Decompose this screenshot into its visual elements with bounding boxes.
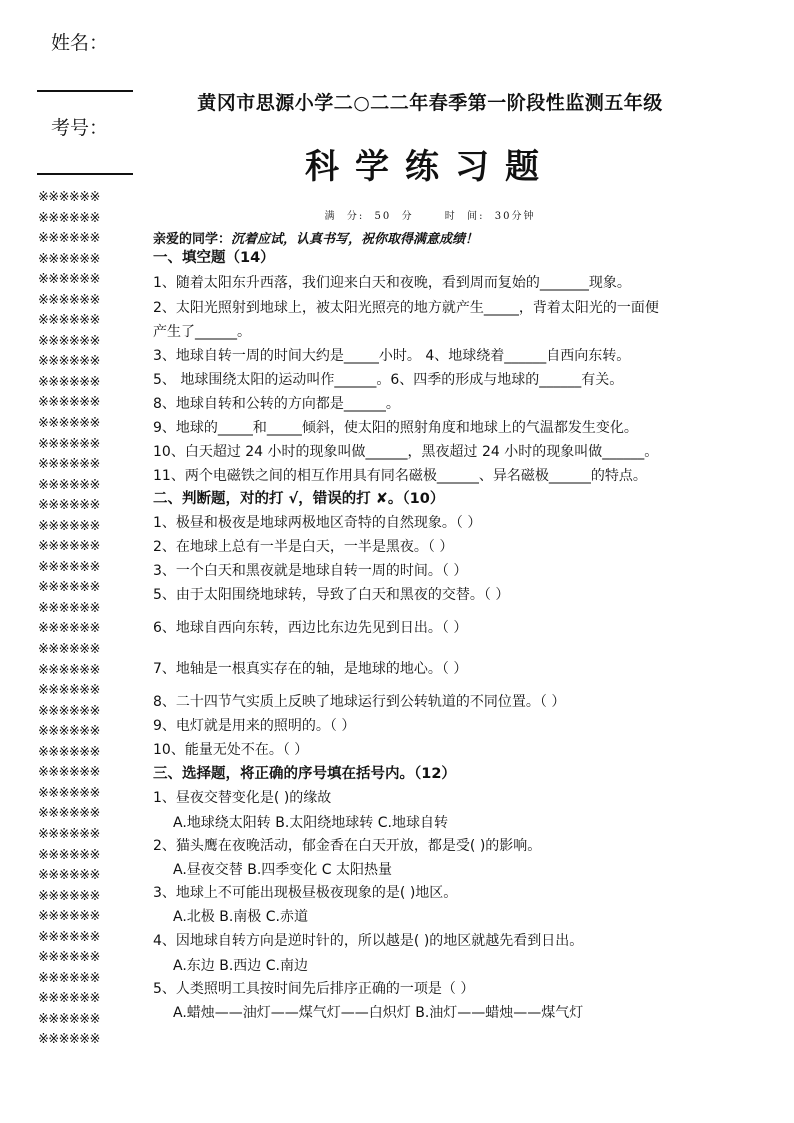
- greeting-salutation: 亲爱的同学：: [153, 232, 232, 247]
- fill-question: 10、白天超过 24 小时的现象叫做______，黑夜超过 24 小时的现象叫做______。: [153, 444, 659, 460]
- choice-options: A.蜡烛——油灯——煤气灯——白炽灯 B.油灯——蜡烛——煤气灯: [173, 1005, 584, 1021]
- choice-question: 1、昼夜交替变化是( )的缘故: [153, 790, 332, 806]
- seal-row: ※※※※※※: [38, 642, 100, 658]
- seal-row: ※※※※※※: [38, 395, 100, 411]
- greeting: [153, 228, 478, 247]
- fill-question: 9、地球的_____和_____倾斜，使太阳的照射角度和地球上的气温都发生变化。: [153, 420, 638, 436]
- seal-row: ※※※※※※: [38, 518, 100, 534]
- seal-row: ※※※※※※: [38, 272, 100, 288]
- judge-question: 9、电灯就是用来的照明的。（ ）: [153, 718, 356, 734]
- choice-options: A.地球绕太阳转 B.太阳绕地球转 C.地球自转: [173, 815, 448, 831]
- seal-row: ※※※※※※: [38, 436, 100, 452]
- fill-question: 8、地球自转和公转的方向都是______。: [153, 396, 400, 412]
- section1-heading: 一、填空题（14）: [153, 250, 275, 266]
- seal-row: ※※※※※※: [38, 190, 100, 205]
- choice-options: A.昼夜交替 B.四季变化 C 太阳热量: [173, 862, 392, 878]
- judge-question: 3、一个白天和黑夜就是地球自转一周的时间。（ ）: [153, 563, 468, 579]
- judge-question: 8、二十四节气实质上反映了地球运行到公转轨道的不同位置。（ ）: [153, 694, 566, 710]
- seal-row: ※※※※※※: [38, 374, 100, 390]
- seal-row: ※※※※※※: [38, 457, 100, 473]
- choice-question: 3、地球上不可能出现极昼极夜现象的是( )地区。: [153, 885, 458, 901]
- seal-row: ※※※※※※: [38, 703, 100, 719]
- seal-row: ※※※※※※: [38, 477, 100, 493]
- seal-row: ※※※※※※: [38, 231, 100, 247]
- section2-heading: 二、判断题，对的打 √，错误的打 ✘。（10）: [153, 491, 445, 507]
- seal-row: ※※※※※※: [38, 826, 100, 842]
- exam-number-underline: [37, 173, 133, 175]
- seal-row: ※※※※※※: [38, 929, 100, 945]
- choice-options: A.东边 B.西边 C.南边: [173, 958, 308, 974]
- fill-question: 3、地球自转一周的时间大约是_____小时。 4、地球绕着______自西向东转。: [153, 348, 631, 364]
- seal-row: ※※※※※※: [38, 765, 100, 781]
- seal-row: ※※※※※※: [38, 806, 100, 822]
- exam-meta: 满 分: 50 分 时 间: 30分钟: [324, 211, 536, 222]
- seal-row: ※※※※※※: [38, 580, 100, 596]
- judge-question: 6、地球自西向东转，西边比东边先见到日出。（ ）: [153, 620, 468, 636]
- seal-row: ※※※※※※: [38, 313, 100, 329]
- seal-row: ※※※※※※: [38, 909, 100, 925]
- greeting-wish: 沉着应试，认真书写，祝你取得满意成绩！: [231, 232, 479, 247]
- fill-question: 产生了______。: [153, 324, 251, 340]
- choice-question: 4、因地球自转方向是逆时针的，所以越是( )的地区就越先看到日出。: [153, 933, 584, 949]
- seal-row: ※※※※※※: [38, 991, 100, 1007]
- choice-question: 2、猫头鹰在夜晚活动，郁金香在白天开放，都是受( )的影响。: [153, 838, 542, 854]
- seal-row: ※※※※※※: [38, 559, 100, 575]
- judge-question: 10、能量无处不在。（ ）: [153, 742, 309, 758]
- seal-row: ※※※※※※: [38, 683, 100, 699]
- seal-row: ※※※※※※: [38, 416, 100, 432]
- choice-question: 5、人类照明工具按时间先后排序正确的一项是（ ）: [153, 981, 475, 997]
- seal-row: ※※※※※※: [38, 333, 100, 349]
- judge-question: 2、在地球上总有一半是白天，一半是黑夜。（ ）: [153, 539, 454, 555]
- seal-row: ※※※※※※: [38, 621, 100, 637]
- seal-row: ※※※※※※: [38, 600, 100, 616]
- seal-row: ※※※※※※: [38, 888, 100, 904]
- seal-line-column: [38, 188, 134, 1051]
- seal-row: ※※※※※※: [38, 1032, 100, 1048]
- seal-row: ※※※※※※: [38, 354, 100, 370]
- seal-row: ※※※※※※: [38, 210, 100, 226]
- judge-question: 5、由于太阳围绕地球转，导致了白天和黑夜的交替。（ ）: [153, 587, 510, 603]
- fill-question: 2、太阳光照射到地球上，被太阳光照亮的地方就产生_____，背着太阳光的一面便: [153, 300, 659, 316]
- seal-row: ※※※※※※: [38, 292, 100, 308]
- fill-question: 11、两个电磁铁之间的相互作用具有同名磁极______、异名磁极______的特点。: [153, 468, 647, 484]
- seal-row: ※※※※※※: [38, 662, 100, 678]
- choice-options: A.北极 B.南极 C.赤道: [173, 909, 308, 925]
- seal-row: ※※※※※※: [38, 498, 100, 514]
- seal-row: ※※※※※※: [38, 1011, 100, 1027]
- exam-title-line2: 科学练习题: [305, 147, 555, 187]
- fill-question: 5、 地球围绕太阳的运动叫作______。6、四季的形成与地球的______有关。: [153, 372, 624, 388]
- seal-row: ※※※※※※: [38, 785, 100, 801]
- seal-row: ※※※※※※: [38, 970, 100, 986]
- seal-row: ※※※※※※: [38, 744, 100, 760]
- name-underline: [37, 90, 133, 92]
- seal-row: ※※※※※※: [38, 950, 100, 966]
- judge-question: 1、极昼和极夜是地球两极地区奇特的自然现象。（ ）: [153, 515, 482, 531]
- seal-row: ※※※※※※: [38, 251, 100, 267]
- seal-row: ※※※※※※: [38, 539, 100, 555]
- exam-number-label: 考号：: [51, 117, 109, 139]
- seal-row: ※※※※※※: [38, 868, 100, 884]
- seal-row: ※※※※※※: [38, 724, 100, 740]
- name-label: 姓名：: [51, 32, 109, 54]
- fill-question: 1、随着太阳东升西落，我们迎来白天和夜晚，看到周而复始的_______现象。: [153, 275, 631, 291]
- judge-question: 7、地轴是一根真实存在的轴，是地球的地心。（ ）: [153, 661, 468, 677]
- exam-title-line1: 黄冈市思源小学二○二二年春季第一阶段性监测五年级: [197, 92, 663, 114]
- section3-heading: 三、选择题，将正确的序号填在括号内。（12）: [153, 766, 456, 782]
- seal-row: ※※※※※※: [38, 847, 100, 863]
